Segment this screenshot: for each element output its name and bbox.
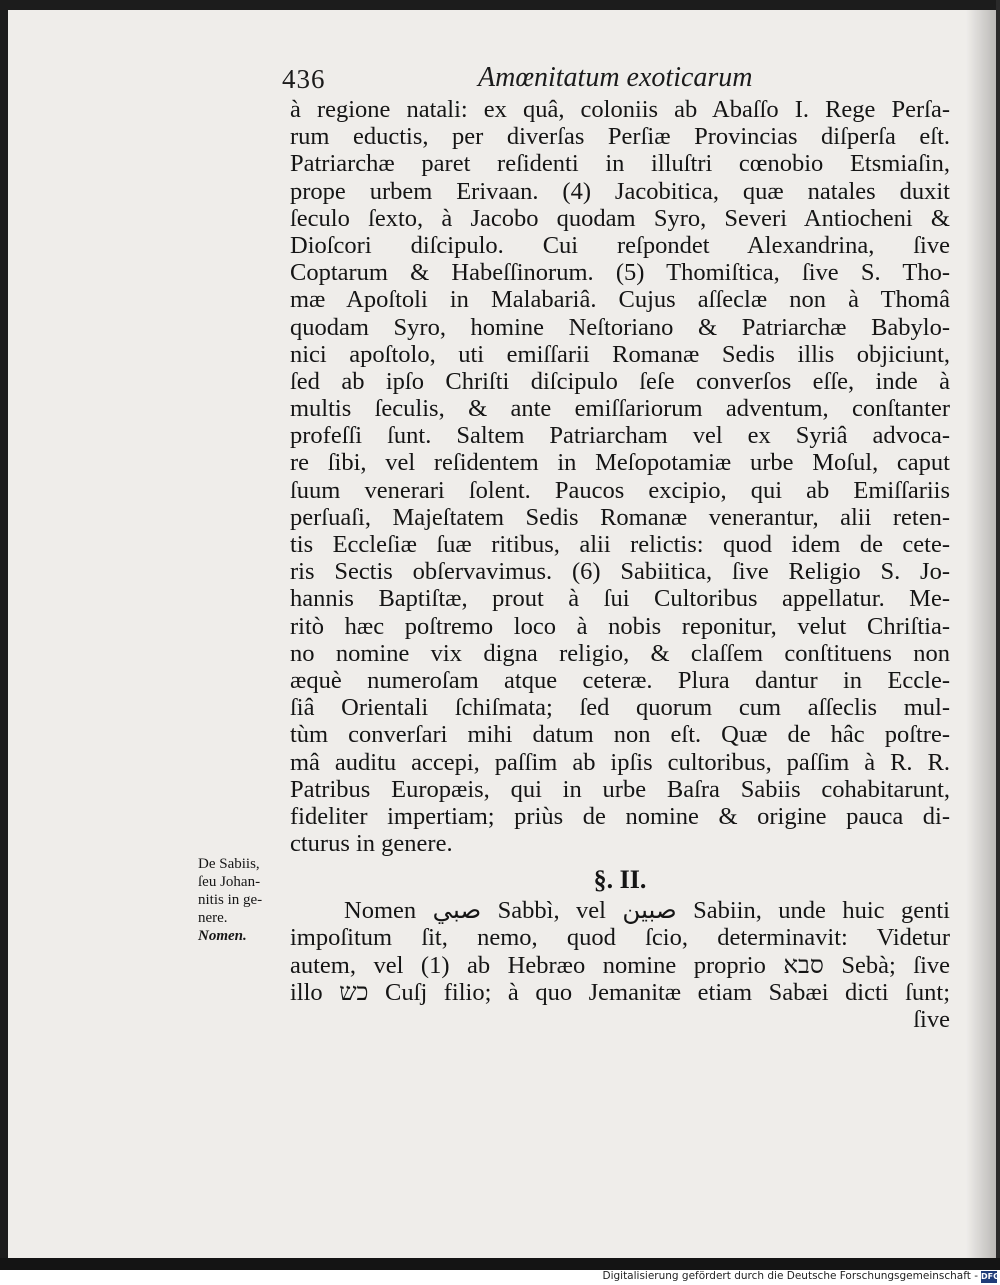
section-heading: §. II. (593, 865, 647, 895)
page-number: 436 (282, 64, 326, 94)
text-line: ſed ab ipſo Chriſti diſcipulo ſeſe converſos eſſe, inde à (290, 367, 950, 395)
text-line: ſeculo ſexto, à Jacobo quodam Syro, Severi Antiocheni & (290, 204, 950, 232)
scan-edge-bottom (0, 1258, 1000, 1270)
digitization-credit: Digitalisierung gefördert durch die Deutsche Forschungsgemeinschaft - (602, 1270, 978, 1282)
text-line: quodam Syro, homine Neſtoriano & Patriarchæ Babylo- (290, 313, 950, 341)
text-line: ſuum venerari ſolent. Paucos excipio, qui ab Emiſſariis (290, 476, 950, 504)
text-line: cturus in genere. (290, 830, 453, 858)
text-line: tùm converſari mihi datum non eſt. Quæ de hâc poſtre- (290, 721, 950, 749)
text-line: autem, vel (1) ab Hebræo nomine proprio סבא Sebà; ſive (290, 951, 950, 979)
text-line: mâ auditu accepi, paſſim ab ipſis cultoribus, paſſim à R. R. (290, 748, 950, 776)
text-line: æquè numeroſam atque ceteræ. Plura dantur in Eccle- (290, 666, 950, 694)
margin-note-line: De Sabiis, (198, 856, 260, 872)
main-text-block (290, 96, 950, 1033)
text-line: nici apoſtolo, uti emiſſarii Romanæ Sedis illis objiciunt, (290, 340, 950, 368)
margin-note-heading: Nomen. (198, 928, 247, 944)
text-line: multis ſeculis, & ante emiſſariorum adventum, conſtanter (290, 395, 950, 423)
text-line: ris Sectis obſervavimus. (6) Sabiitica, ſive Religio S. Jo- (290, 558, 950, 586)
running-header (282, 58, 942, 98)
text-line: hannis Baptiſtæ, prout à ſui Cultoribus appellatur. Me- (290, 585, 950, 613)
text-line: re ſibi, vel reſidentem in Meſopotamiæ urbe Moſul, caput (290, 449, 950, 477)
scan-edge-left (0, 0, 8, 1270)
margin-note-line: nere. (198, 910, 228, 926)
margin-note-line: ſeu Johan- (198, 874, 261, 890)
running-title: Amœnitatum exoticarum (478, 62, 753, 93)
gutter-shadow (966, 10, 996, 1258)
text-line: Nomen صبي Sabbì, vel صبين Sabiin, unde huic genti (344, 897, 950, 925)
text-line: ſiâ Orientali ſchiſmata; ſed quorum cum aſſeclis mul- (290, 694, 950, 722)
text-line: illo כש Cuſj filio; à quo Jemanitæ etiam Sabæi dicti ſunt; (290, 978, 951, 1006)
text-line: Dioſcori diſcipulo. Cui reſpondet Alexandrina, ſive (290, 231, 950, 259)
text-line: tis Eccleſiæ ſuæ ritibus, alii relictis: quod idem de cete- (290, 531, 950, 558)
text-line: no nomine vix digna religio, & claſſem conſtituens non (290, 639, 950, 667)
text-line: rum eductis, per diverſas Perſiæ Provincias diſperſa eſt. (290, 123, 950, 151)
text-line: à regione natali: ex quâ, coloniis ab Abaſſo I. Rege Perſa- (290, 96, 950, 123)
dfg-logo: DFG (981, 1272, 1000, 1281)
text-line: impoſitum ſit, nemo, quod ſcio, determinavit: Videtur (290, 924, 950, 952)
text-line: perſuaſi, Majeſtatem Sedis Romanæ venerantur, alii reten- (290, 503, 950, 531)
text-line: mæ Apoſtoli in Malabariâ. Cujus aſſeclæ non à Thomâ (290, 286, 950, 314)
text-line: fideliter impertiam; priùs de nomine & origine pauca di- (290, 802, 950, 830)
margin-note-line: nitis in ge- (198, 892, 263, 908)
text-line: Patriarchæ paret reſidenti in illuſtri cœnobio Etsmiaſin, (290, 150, 950, 178)
scan-edge-top (0, 0, 1000, 10)
text-line: profeſſi ſunt. Saltem Patriarcham vel ex Syriâ advoca- (290, 422, 950, 450)
scan-edge-right (996, 0, 1000, 1270)
text-line: prope urbem Erivaan. (4) Jacobitica, quæ natales duxit (290, 177, 950, 205)
marginal-note (198, 855, 288, 945)
text-line: Patribus Europæis, qui in urbe Baſra Sabiis cohabitarunt, (290, 775, 950, 803)
text-line: ritò hæc poſtremo loco à nobis reponitur, velut Chriſtia- (290, 612, 950, 640)
catchword: ſive (913, 1006, 950, 1033)
text-line: Coptarum & Habeſſinorum. (5) Thomiſtica, ſive S. Tho- (290, 259, 950, 287)
